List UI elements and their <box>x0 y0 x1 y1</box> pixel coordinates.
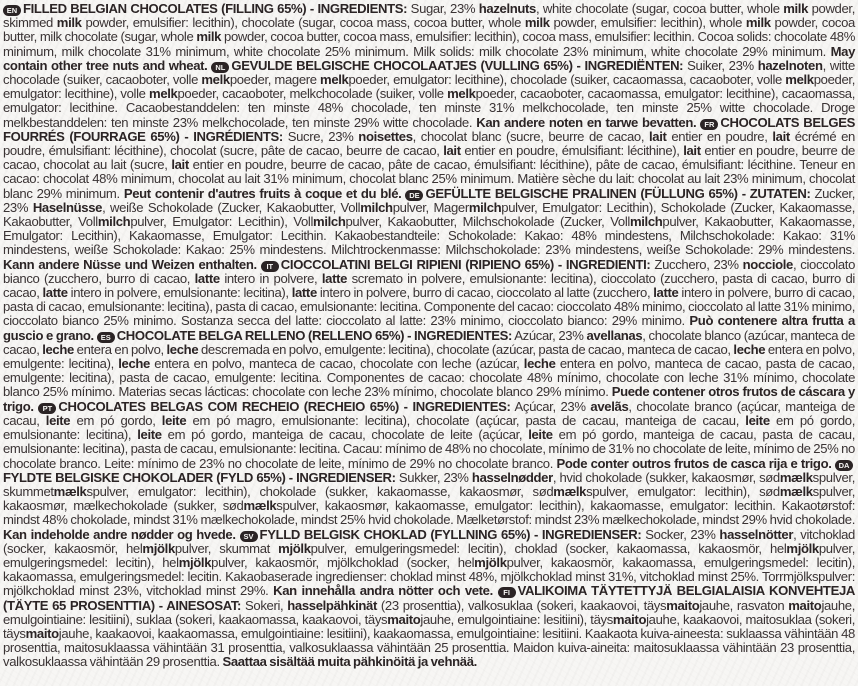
allergen-text: mælk <box>779 469 813 485</box>
ingredient-text: pulver, Mager <box>392 199 469 215</box>
allergen-text: milch <box>629 214 663 230</box>
language-code-badge: NL <box>211 62 229 73</box>
ingredient-text: jauhe, rasvaton <box>699 597 789 613</box>
ingredient-text: Azúcar, 23% <box>512 327 587 343</box>
allergen-text: hasselnötter <box>719 526 794 542</box>
ingredient-text: Açúcar, 23% <box>510 398 591 414</box>
allergen-warning: Kan innehålla andra nötter och vete. <box>273 583 493 599</box>
ingredient-text: poeder, cacaoboter, cacaomassa, emulgator: lecithine), cacaomassa, emulgator: lecithine. Cacaobestanddelen: ten minste 48% chocolade, ten minste 31% melkchocolade, ten minste 25% witte chocolade. Droge melkbestanddelen: ten minste 23% melkchocolade, ten minste 29% witte chocolade. <box>3 86 855 130</box>
ingredient-text: em pó gordo, manteiga de cacau, chocolate de leite (açúcar, <box>161 427 529 443</box>
ingredient-text: spulver, kakaosmør, mælkechokolade (sukker, sød <box>3 483 855 514</box>
ingredient-text: pulver, Emulgator: Lecithin), Schokolade (Zucker, Kakaomasse, Kakaobutter, Voll <box>3 199 855 230</box>
ingredient-text: jauhe, emulgointiaine: lesitiini), suklaa (sokeri, kaakaomassa, kaakaovoi, täys <box>3 597 856 627</box>
allergen-text: leche <box>166 341 199 357</box>
ingredient-text: entier en poudre, <box>666 128 773 144</box>
allergen-text: maito <box>666 597 700 613</box>
language-code-badge: IT <box>261 261 279 272</box>
allergen-text: milch <box>468 199 502 215</box>
ingredient-text: pulver, Emulgator: Lecithin), Voll <box>130 214 314 230</box>
allergen-text: avelãs <box>590 398 629 414</box>
ingredient-text: poeder, emulgator: lecithine), volle <box>3 72 855 102</box>
ingredient-text: entera en polvo, emulgente: lecitina), <box>3 341 856 372</box>
language-code-badge: DA <box>835 460 853 471</box>
ingredient-text: entier en poudre, émulsifiant: lécithine), <box>460 143 684 159</box>
allergen-text: mælk <box>53 483 87 499</box>
allergen-warning: Puede contener otros frutos de cáscara y trigo. <box>3 384 855 414</box>
ingredient-text: , chocolate blanco (azúcar, manteca de cacao, <box>3 327 855 357</box>
allergen-text: latte <box>291 285 317 301</box>
allergen-text: latte <box>653 285 679 301</box>
ingredient-text: poeder, emulgator: lecithine), chocolade (suiker, cacaomassa, cacaoboter, volle <box>348 72 786 88</box>
ingredient-text: intero in polvere, burro di cacao, pasta di cacao, emulsionante: lecitina), pasta di cacao, emulsionante: lecitina. Componente del cacao: cioccolato 48% minimo, cioccolato al latte 31% minimo, cioccolato bianco 25% minimo. Sostanza secca del latte: cioccolato al latte: 23% minimo, cioccolato bianco: 29% minimo. <box>3 285 856 329</box>
allergen-text: nocciole <box>742 256 793 272</box>
ingredient-text: jauhe, emulgointiaine: lesitiini), täys <box>420 611 613 627</box>
ingredient-text: entera en polvo, manteca de cacao, chocolate con leche (azúcar, <box>149 356 524 372</box>
allergen-text: leche <box>42 341 74 357</box>
language-code-badge: PT <box>38 403 56 414</box>
ingredient-text: spulver, skummet <box>3 469 855 499</box>
ingredient-text: em pó gordo, manteiga de cacau, pasta de cacau, emulsionante: lecitina), pasta de cacau, emulsionante: lecitina. Cacau: mínimo de 48% no chocolate, mínimo de 31% no chocolate de leite, mínimo de 25% no chocolate branco. Leite: mínimo de 23% no chocolate de leite, mínimo de 29% no chocolate branco. <box>3 427 856 471</box>
allergen-warning: May contain other tree nuts and wheat. <box>3 43 855 73</box>
allergen-text: melk <box>785 72 814 88</box>
ingredient-text: entier en poudre, beurre de cacao, chocolat au lait (sucre, <box>3 143 855 173</box>
allergen-text: leite <box>137 427 162 443</box>
allergen-text: hasselpähkinät <box>287 597 377 613</box>
section-heading: FYLLD BELGISK CHOKLAD (FYLLNING 65%) - INGREDIENSER: <box>259 526 642 542</box>
ingredient-text: em pó magro, emulsionante: lecitina), chocolate (açúcar, pasta de cacau, manteiga de cacau, <box>186 412 746 428</box>
allergen-text: lait <box>443 143 461 159</box>
allergen-text: leite <box>528 427 553 443</box>
allergen-text: melk <box>320 72 349 88</box>
allergen-text: maito <box>612 611 647 627</box>
ingredient-text: powder, cocoa butter, cocoa mass, emulsifier: lecithin), cocoa mass, emulsifier: lecithin. Cocoa solids: chocolate 48% minimum, milk chocolate 31% minimum, white chocolate 25% minimum. Milk solids: milk chocolate 23% minimum, white chocolate 29% minimum. <box>3 29 855 59</box>
ingredients-label <box>3 2 855 670</box>
ingredient-text: entera en polvo, <box>73 341 167 357</box>
ingredient-text: entier en poudre, beurre de cacao, pâte de cacao, émulsifiant: lécithine), pâte de cacao, émulsifiant: lécithine. Teneur en cacao: chocolat 48% minimum, chocolat au lait 31% minimum, chocolat blanc 25% minimum. Matière sèche du lait: chocolat au lait 23% minimum, chocolat blanc 29% minimum. <box>3 157 856 201</box>
ingredient-text: , weiße Schokolade (Zucker, Kakaobutter, Voll <box>102 199 361 215</box>
ingredient-text: pulver, Kakaobutter, Kakaomasse, Emulgator: Lecithin), Kakaomasse, Emulgator: Lecithin. Kakaobestandteile: Schokolade: Kakao: 48% mindestens, Milchschokolade: Kakao: 31% mindestens, weiße Schokolade: Kakao: 25% mindestens. Milchtrockenmasse: Milchschokolade: 23% mindestens, weiße Schokolade: 29% mindestens. <box>3 214 855 258</box>
language-code-badge: SV <box>240 531 258 542</box>
allergen-warning: Kann andere Nüsse und Weizen enthalten. <box>3 256 257 272</box>
section-heading: CHOCOLATS BELGES FOURRÉS (FOURRAGE 65%) - INGRÉDIENTS: <box>3 114 855 144</box>
allergen-warning: Pode conter outros frutos de casca rija e trigo. <box>556 455 832 471</box>
allergen-warning: Kan indeholde andre nødder og hvede. <box>3 526 236 542</box>
ingredient-text: , hvid chokolade (sukker, kakaosmør, sød <box>552 469 780 485</box>
ingredient-text: , chocolate branco (açúcar, manteiga de cacau, <box>3 398 855 428</box>
allergen-text: mælk <box>243 498 277 514</box>
section-heading: CHOCOLATE BELGA RELLENO (RELLENO 65%) - INGREDIENTES: <box>116 327 513 343</box>
section-heading: FILLED BELGIAN CHOCOLATES (FILLING 65%) - INGREDIENTS: <box>23 1 408 16</box>
ingredient-text: Socker, 23% <box>641 526 720 542</box>
ingredient-text: powder, emulsifier: lecithin), whole <box>549 15 746 31</box>
ingredient-text: spulver, emulgator: lecithin), chokolade (sukker, kakaomasse, kakaosmør, sød <box>86 483 554 499</box>
ingredient-text: , cioccolato bianco (zucchero, burro di cacao, <box>3 256 855 286</box>
allergen-text: hazelnoten <box>757 57 823 73</box>
ingredient-text: pulver, emulgeringsmedel: lecitin), hel <box>3 540 855 570</box>
language-code-badge: FI <box>498 587 516 598</box>
ingredient-text: Zucchero, 23% <box>650 256 743 272</box>
section-heading: CIOCCOLATINI BELGI RIPIENI (RIPIENO 65%) - INGREDIENTI: <box>280 256 651 272</box>
allergen-text: mjölk <box>474 554 507 570</box>
ingredient-text: , vitchoklad (socker, kakaosmör, hel <box>3 526 855 556</box>
allergen-text: milk <box>745 15 771 31</box>
ingredient-text: Sugar, 23% <box>407 1 479 16</box>
ingredient-text: pulver, Kakaobutter, Milchschokolade (Zucker, Voll <box>345 214 630 230</box>
allergen-text: maito <box>25 625 59 641</box>
ingredient-text: , white chocolate (sugar, cocoa butter, whole <box>536 1 784 16</box>
section-heading: CHOCOLATES BELGAS COM RECHEIO (RECHEIO 65%) - INGREDIENTES: <box>58 398 511 414</box>
ingredient-text: pulver, skummat <box>174 540 279 556</box>
ingredient-text: jauhe, kaakaovoi, maitosuklaa (sokeri, täys <box>3 611 855 641</box>
ingredient-text: Sokeri, <box>241 597 288 613</box>
allergen-text: lait <box>772 128 790 144</box>
language-code-badge: ES <box>97 332 115 343</box>
ingredient-text: descremada en polvo, emulgente: lecitina), chocolate (azúcar, pasta de cacao, manteca de cacao, <box>198 341 734 357</box>
ingredient-text: Suiker, 23% <box>683 57 758 73</box>
ingredient-text: , chocolat blanc (sucre, beurre de cacao, <box>412 128 649 144</box>
allergen-warning: Kan andere noten en tarwe bevatten. <box>476 114 697 130</box>
section-heading: FYLDTE BELGISKE CHOKOLADER (FYLD 65%) - INGREDIENSER: <box>3 469 396 485</box>
ingredient-text: powder, cocoa butter, milk chocolate (sugar, whole <box>3 15 855 45</box>
ingredient-text: em pó gordo, <box>70 412 162 428</box>
language-code-badge: FR <box>700 119 718 130</box>
ingredient-text: intero in polvere, <box>219 270 322 286</box>
allergen-text: hasselnødder <box>471 469 553 485</box>
ingredient-text: pulver, emulgeringsmedel: lecitin), choklad (socker, kakaomassa, kakaosmör, hel <box>310 540 787 556</box>
section-heading: GEFÜLLTE BELGISCHE PRALINEN (FÜLLUNG 65%) - ZUTATEN: <box>425 185 811 201</box>
allergen-text: milk <box>524 15 550 31</box>
allergen-text: leche <box>733 341 766 357</box>
allergen-text: melk <box>201 72 230 88</box>
allergen-text: melk <box>149 86 178 102</box>
ingredient-text: em pó gordo, emulsionante: lecitina), <box>3 412 856 443</box>
allergen-text: mælk <box>553 483 587 499</box>
allergen-text: milch <box>313 214 346 230</box>
allergen-text: milk <box>56 15 82 31</box>
allergen-text: milk <box>196 29 222 45</box>
allergen-warning: Può contenere altra frutta a guscio e grano. <box>3 313 855 343</box>
allergen-text: lait <box>171 157 189 173</box>
ingredient-text: Sucre, 23% <box>282 128 359 144</box>
ingredient-text: Sukker, 23% <box>395 469 472 485</box>
ingredient-text: pulver, kakaosmör, mjölkchoklad (socker, hel <box>211 554 475 570</box>
language-code-badge: EN <box>3 5 21 16</box>
section-heading: GEVULDE BELGISCHE CHOCOLAATJES (VULLING 65%) - INGREDIËNTEN: <box>231 57 684 73</box>
ingredient-text: entera en polvo, manteca de cacao, pasta de cacao, emulgente: lecitina), pasta de cacao, emulgente: lecitina. Componentes de cacao: chocolate 48% mínimo, chocolate con leche 31% mínimo, chocolate blanco 25% mínimo. Materias secas lácticas: chocolate con leche 23% mínimo, chocolate blanco 29% mínimo. <box>3 356 855 400</box>
allergen-text: latte <box>321 270 348 286</box>
allergen-text: mælk <box>779 483 813 499</box>
allergen-text: leche <box>523 356 556 372</box>
allergen-text: lait <box>648 128 667 144</box>
allergen-text: hazelnuts <box>478 1 536 16</box>
allergen-text: latte <box>194 270 220 286</box>
allergen-warning: Saattaa sisältää muita pähkinöitä ja vehnää. <box>222 654 477 670</box>
allergen-text: maito <box>387 611 421 627</box>
allergen-text: leite <box>745 412 770 428</box>
allergen-text: avellanas <box>586 327 643 343</box>
ingredient-text: spulver, kakaosmør, kakaomasse, emulgator: lecithin), kakaomasse, emulgator: lecithin. Kakaotørstof: mindst 48% chokolade, mindst 31% mælkechokolade, mindst 25% hvid chokolade. Mælketørstof: mindst 23% mælkechokolade, mindst 29% hvid chokolade. <box>3 498 855 528</box>
ingredient-text: poeder, magere <box>229 72 321 88</box>
allergen-text: leche <box>118 356 150 372</box>
allergen-text: melk <box>447 86 476 102</box>
allergen-text: mjölk <box>142 540 175 556</box>
allergen-warning: Peut contenir d'autres fruits à coque et du blé. <box>123 185 402 201</box>
ingredient-text: powder, skimmed <box>3 1 855 31</box>
allergen-text: lait <box>683 143 701 159</box>
ingredient-text: scremato in polvere, emulsionante: lecitina), cioccolato (zucchero, pasta di cacao, burro di cacao, <box>3 270 855 301</box>
allergen-text: maito <box>788 597 822 613</box>
allergen-text: mjölk <box>178 554 212 570</box>
allergen-text: leite <box>45 412 71 428</box>
allergen-text: leite <box>161 412 187 428</box>
ingredient-text: Zucker, 23% <box>3 185 855 215</box>
ingredient-text: spulver, emulgator: lecithin), sød <box>586 483 780 499</box>
ingredient-text: jauhe, kaakaovoi, kaakaomassa, emulgointiaine: lesitiini), kaakaomassa, emulgointiaine: lesitiini. Kaakaota kuiva-aineesta: suklaassa vähintään 48 prosenttia, maitosuklaassa vähintään 31 prosenttia, valkosuklaassa vähintään 25 prosenttia. Maidon kuiva-aineita: maitosuklaassa vähintään 23 prosenttia, valkosuklaassa vähintään 29 prosenttia. <box>3 625 855 670</box>
allergen-text: milch <box>97 214 131 230</box>
language-section <box>3 399 855 471</box>
allergen-text: mjölk <box>786 540 819 556</box>
ingredient-text: poeder, cacaoboter, melkchocolade (suiker, volle <box>177 86 448 102</box>
ingredient-text: intero in polvere, emulsionante: lecitina), <box>67 285 292 301</box>
ingredient-text: intero in polvere, burro di cacao, cioccolato al latte (zucchero, <box>316 285 654 301</box>
ingredient-text: , witte chocolade (suiker, cacaoboter, volle <box>3 57 855 88</box>
allergen-text: Haselnüsse <box>32 199 103 215</box>
section-heading: VALIKOIMA TÄYTETTYJÄ BELGIALAISIA KONVEHTEJA (TÄYTE 65 PROSENTTIA) - AINESOSAT: <box>3 583 855 613</box>
allergen-text: latte <box>42 285 68 301</box>
allergen-text: mjölk <box>278 540 311 556</box>
ingredient-text: (23 prosenttia), valkosuklaa (sokeri, kaakaovoi, täys <box>376 597 667 613</box>
ingredient-text: pulver, kakaosmör, kakaomassa, emulgeringsmedel: lecitin), kakaomassa, emulgeringsmedel: lecitin. Kakaobaserade ingredienser: choklad minst 48%, mjölkchoklad minst 31%, vitchoklad minst 25%. Torrmjölkspulver: mjölkchoklad minst 23%, vitchoklad minst 29%. <box>3 554 855 599</box>
ingredient-text: écrémé en poudre, émulsifiant: lécithine), chocolat (sucre, pâte de cacao, beurre de cacao, <box>3 128 855 159</box>
language-code-badge: DE <box>405 190 423 201</box>
ingredient-text: powder, emulsifier: lecithin), chocolate (sugar, cocoa mass, cocoa butter, whole <box>81 15 525 31</box>
allergen-text: milch <box>360 199 393 215</box>
allergen-text: milk <box>783 1 809 16</box>
allergen-text: noisettes <box>358 128 413 144</box>
